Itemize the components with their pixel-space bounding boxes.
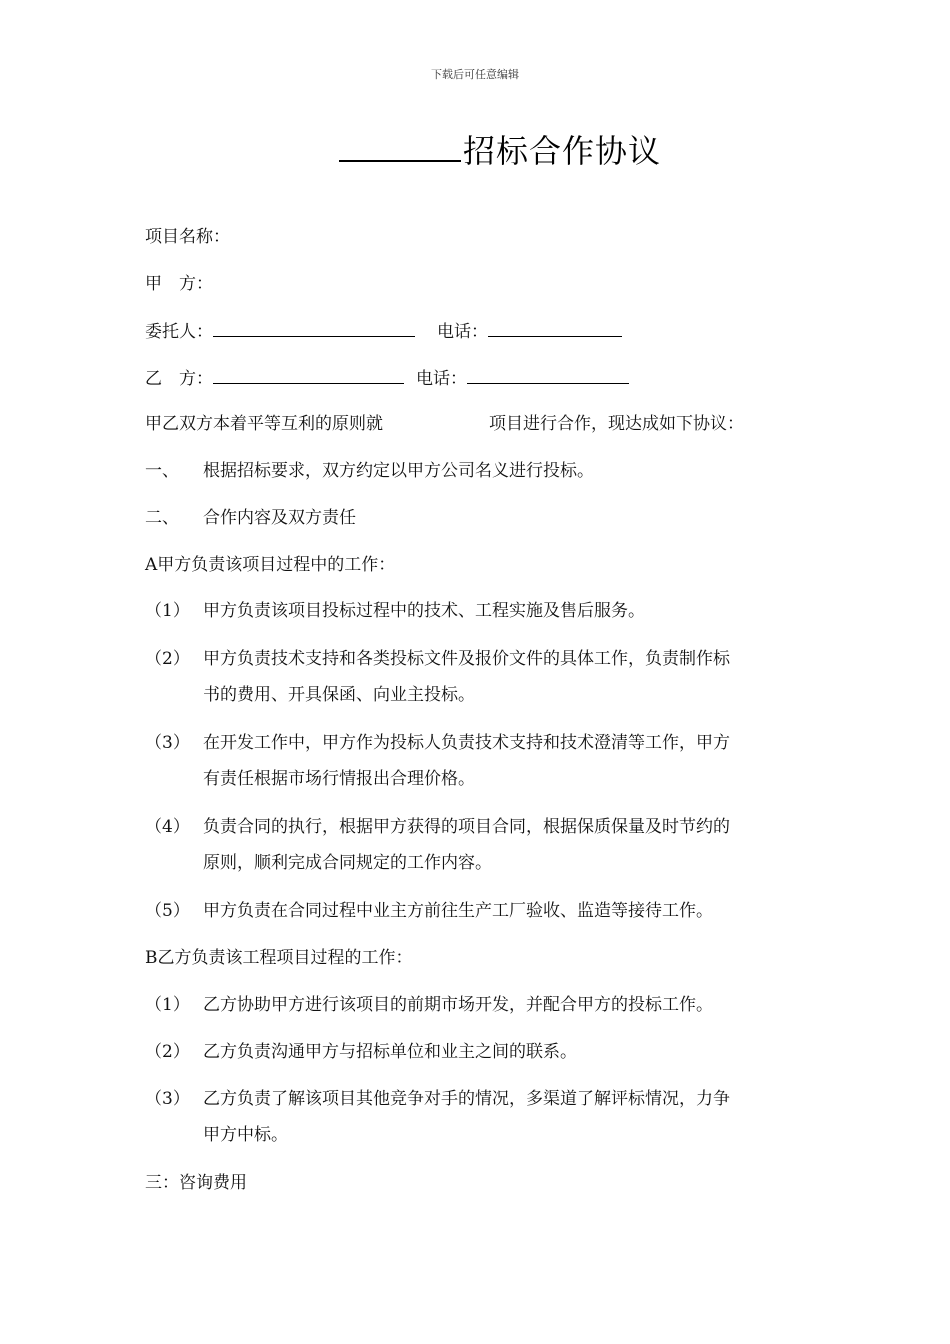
title-blank-line <box>339 132 461 162</box>
part-a-item-1-line-1: 甲方负责该项目投标过程中的技术、工程实施及售后服务。 <box>203 601 645 621</box>
part-a-item-2-number: （2） <box>145 649 190 669</box>
part-b-item-1 <box>203 993 803 1017</box>
part-b-item-2-line-1: 乙方负责沟通甲方与招标单位和业主之间的联系。 <box>203 1042 577 1062</box>
section2-text-line: 合作内容及双方责任 <box>203 508 356 528</box>
intro-part2: 项目进行合作，现达成如下协议： <box>489 414 744 434</box>
part-b-item-2 <box>203 1040 803 1064</box>
part-b-item-1-number: （1） <box>145 995 190 1015</box>
section1-number: 一、 <box>145 461 179 481</box>
part-a-heading: A甲方负责该项目过程中的工作： <box>145 555 396 575</box>
project-name-label: 项目名称： <box>145 227 230 247</box>
section2-text <box>203 506 803 530</box>
title-text: 招标合作协议 <box>462 132 661 170</box>
part-b-item-3-line-1: 乙方负责了解该项目其他竞争对手的情况，多渠道了解评标情况，力争 <box>203 1089 730 1109</box>
part-a-item-4 <box>203 815 803 875</box>
phone1-blank <box>488 318 622 337</box>
section2-number: 二、 <box>145 508 179 528</box>
agent-line <box>145 318 622 344</box>
agent-blank <box>213 318 415 337</box>
agent-label: 委托人： <box>145 322 213 342</box>
part-a-item-2-line-1: 甲方负责技术支持和各类投标文件及报价文件的具体工作，负责制作标 <box>203 649 730 669</box>
part-a-item-3-line-2: 有责任根据市场行情报出合理价格。 <box>203 769 475 789</box>
section1-text-line: 根据招标要求，双方约定以甲方公司名义进行投标。 <box>203 461 594 481</box>
party-a-line <box>145 272 213 296</box>
part-a-item-4-number: （4） <box>145 817 190 837</box>
part-a-item-5-number: （5） <box>145 901 190 921</box>
part-b-item-3 <box>203 1087 803 1147</box>
phone2-blank <box>467 365 629 384</box>
part-b-item-3-line-2: 甲方中标。 <box>203 1125 288 1145</box>
party-b-blank <box>213 365 404 384</box>
part-a-item-2-line-2: 书的费用、开具保函、向业主投标。 <box>203 685 475 705</box>
part-a-item-1 <box>203 599 803 623</box>
project-name-line <box>145 225 230 249</box>
part-a-item-4-line-1: 负责合同的执行，根据甲方获得的项目合同，根据保质保量及时节约的 <box>203 817 730 837</box>
party-b-label: 乙 方： <box>145 369 213 389</box>
phone1-label: 电话： <box>437 322 488 342</box>
part-a-item-5-line-1: 甲方负责在合同过程中业主方前往生产工厂验收、监造等接待工作。 <box>203 901 713 921</box>
section3-heading: 三：咨询费用 <box>145 1173 247 1193</box>
section1-text <box>203 459 803 483</box>
part-a-item-1-number: （1） <box>145 601 190 621</box>
part-b-item-1-line-1: 乙方协助甲方进行该项目的前期市场开发，并配合甲方的投标工作。 <box>203 995 713 1015</box>
part-b-heading: B乙方负责该工程项目过程的工作： <box>145 948 413 968</box>
party-b-line <box>145 365 629 391</box>
intro-part1: 甲乙双方本着平等互利的原则就 <box>145 414 383 434</box>
part-b-item-2-number: （2） <box>145 1042 190 1062</box>
intro-line <box>145 412 744 436</box>
part-a-item-3-number: （3） <box>145 733 190 753</box>
part-a-item-3 <box>203 731 803 791</box>
party-a-label: 甲 方： <box>145 274 213 294</box>
header-note: 下载后可任意编辑 <box>431 68 519 81</box>
part-a-item-5 <box>203 899 803 923</box>
part-b-item-3-number: （3） <box>145 1089 190 1109</box>
part-a-item-3-line-1: 在开发工作中，甲方作为投标人负责技术支持和技术澄清等工作，甲方 <box>203 733 730 753</box>
phone2-label: 电话： <box>416 369 467 389</box>
part-a-item-4-line-2: 原则，顺利完成合同规定的工作内容。 <box>203 853 492 873</box>
part-a-item-2 <box>203 647 803 707</box>
document-title <box>0 126 950 172</box>
